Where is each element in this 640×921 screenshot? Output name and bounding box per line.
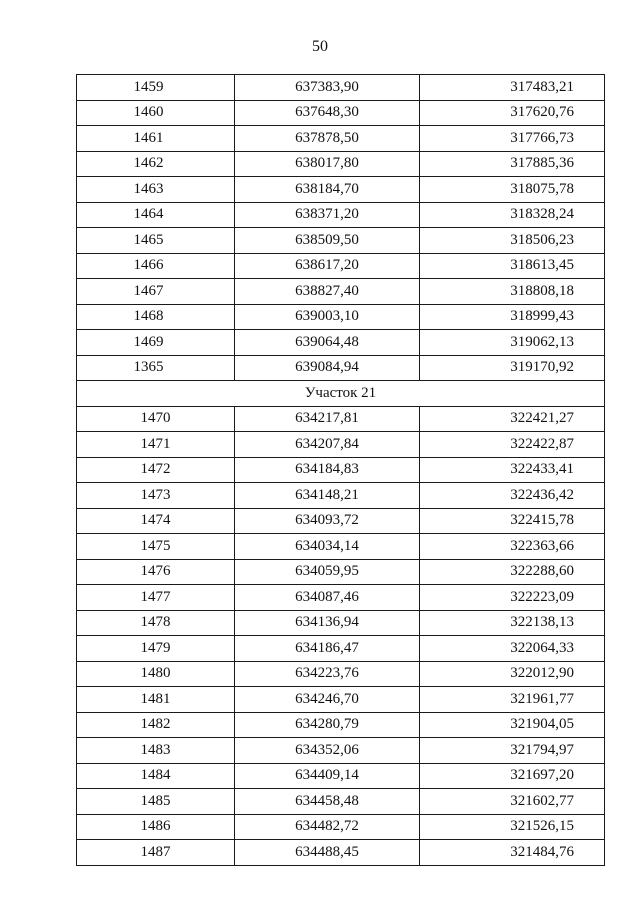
table-row [77,661,605,687]
point-number-cell: 1473 [77,483,235,509]
table-row [77,279,605,305]
point-number-cell: 1487 [77,840,235,866]
point-number-cell: 1479 [77,636,235,662]
x-coordinate-cell: 634246,70 [235,687,420,713]
point-number-cell: 1463 [77,177,235,203]
x-coordinate-cell: 634223,76 [235,661,420,687]
point-number-cell: 1486 [77,814,235,840]
point-number-cell: 1485 [77,789,235,815]
table-row [77,508,605,534]
x-coordinate-cell: 637383,90 [235,75,420,101]
table-row [77,814,605,840]
table-row [77,253,605,279]
point-number-cell: 1467 [77,279,235,305]
table-row [77,304,605,330]
page-number: 50 [312,38,328,55]
y-coordinate-cell: 318808,18 [420,279,605,305]
x-coordinate-cell: 634136,94 [235,610,420,636]
table-row [77,636,605,662]
point-number-cell: 1482 [77,712,235,738]
x-coordinate-cell: 638827,40 [235,279,420,305]
point-number-cell: 1465 [77,228,235,254]
table-row [77,126,605,152]
point-number-cell: 1469 [77,330,235,356]
x-coordinate-cell: 634352,06 [235,738,420,764]
x-coordinate-cell: 639003,10 [235,304,420,330]
y-coordinate-cell: 322415,78 [420,508,605,534]
x-coordinate-cell: 638017,80 [235,151,420,177]
x-coordinate-cell: 637648,30 [235,100,420,126]
table-row [77,457,605,483]
x-coordinate-cell: 638617,20 [235,253,420,279]
y-coordinate-cell: 322064,33 [420,636,605,662]
y-coordinate-cell: 321526,15 [420,814,605,840]
x-coordinate-cell: 634207,84 [235,432,420,458]
y-coordinate-cell: 321697,20 [420,763,605,789]
table-row [77,177,605,203]
table-row [77,763,605,789]
point-number-cell: 1468 [77,304,235,330]
y-coordinate-cell: 318999,43 [420,304,605,330]
x-coordinate-cell: 634184,83 [235,457,420,483]
x-coordinate-cell: 634059,95 [235,559,420,585]
y-coordinate-cell: 321904,05 [420,712,605,738]
x-coordinate-cell: 634093,72 [235,508,420,534]
x-coordinate-cell: 638371,20 [235,202,420,228]
point-number-cell: 1474 [77,508,235,534]
section-header-group [77,381,605,407]
x-coordinate-cell: 634148,21 [235,483,420,509]
y-coordinate-cell: 322422,87 [420,432,605,458]
x-coordinate-cell: 634087,46 [235,585,420,611]
table-row [77,202,605,228]
x-coordinate-cell: 637878,50 [235,126,420,152]
y-coordinate-cell: 319170,92 [420,355,605,381]
y-coordinate-cell: 321484,76 [420,840,605,866]
point-number-cell: 1459 [77,75,235,101]
point-number-cell: 1471 [77,432,235,458]
table-row [77,610,605,636]
table-row [77,483,605,509]
y-coordinate-cell: 321794,97 [420,738,605,764]
y-coordinate-cell: 321961,77 [420,687,605,713]
table-row [77,432,605,458]
table-row [77,75,605,101]
point-number-cell: 1484 [77,763,235,789]
point-number-cell: 1481 [77,687,235,713]
point-number-cell: 1466 [77,253,235,279]
x-coordinate-cell: 634034,14 [235,534,420,560]
table-row [77,151,605,177]
y-coordinate-cell: 318075,78 [420,177,605,203]
y-coordinate-cell: 317766,73 [420,126,605,152]
table-row [77,406,605,432]
table-row [77,738,605,764]
y-coordinate-cell: 318506,23 [420,228,605,254]
table-row [77,840,605,866]
x-coordinate-cell: 634488,45 [235,840,420,866]
y-coordinate-cell: 317885,36 [420,151,605,177]
point-number-cell: 1477 [77,585,235,611]
y-coordinate-cell: 322421,27 [420,406,605,432]
table-row [77,687,605,713]
y-coordinate-cell: 322138,13 [420,610,605,636]
table-row [77,330,605,356]
rows-before-section [77,75,605,381]
point-number-cell: 1464 [77,202,235,228]
table-row [77,228,605,254]
x-coordinate-cell: 639064,48 [235,330,420,356]
y-coordinate-cell: 318613,45 [420,253,605,279]
point-number-cell: 1480 [77,661,235,687]
y-coordinate-cell: 322436,42 [420,483,605,509]
section-header-row [77,381,605,407]
x-coordinate-cell: 634217,81 [235,406,420,432]
y-coordinate-cell: 318328,24 [420,202,605,228]
point-number-cell: 1472 [77,457,235,483]
table-row [77,585,605,611]
point-number-cell: 1478 [77,610,235,636]
coordinates-table [76,74,605,866]
x-coordinate-cell: 634280,79 [235,712,420,738]
point-number-cell: 1462 [77,151,235,177]
y-coordinate-cell: 322363,66 [420,534,605,560]
point-number-cell: 1365 [77,355,235,381]
point-number-cell: 1461 [77,126,235,152]
rows-after-section [77,406,605,865]
x-coordinate-cell: 638184,70 [235,177,420,203]
y-coordinate-cell: 322012,90 [420,661,605,687]
x-coordinate-cell: 639084,94 [235,355,420,381]
point-number-cell: 1470 [77,406,235,432]
y-coordinate-cell: 321602,77 [420,789,605,815]
table-row [77,355,605,381]
point-number-cell: 1476 [77,559,235,585]
x-coordinate-cell: 634458,48 [235,789,420,815]
x-coordinate-cell: 634482,72 [235,814,420,840]
point-number-cell: 1483 [77,738,235,764]
x-coordinate-cell: 634409,14 [235,763,420,789]
section-title: Участок 21 [77,381,605,407]
x-coordinate-cell: 638509,50 [235,228,420,254]
y-coordinate-cell: 317483,21 [420,75,605,101]
table-row [77,789,605,815]
table-row [77,712,605,738]
y-coordinate-cell: 322288,60 [420,559,605,585]
x-coordinate-cell: 634186,47 [235,636,420,662]
point-number-cell: 1460 [77,100,235,126]
y-coordinate-cell: 322433,41 [420,457,605,483]
point-number-cell: 1475 [77,534,235,560]
table-row [77,559,605,585]
y-coordinate-cell: 319062,13 [420,330,605,356]
table-row [77,100,605,126]
table-row [77,534,605,560]
y-coordinate-cell: 317620,76 [420,100,605,126]
y-coordinate-cell: 322223,09 [420,585,605,611]
